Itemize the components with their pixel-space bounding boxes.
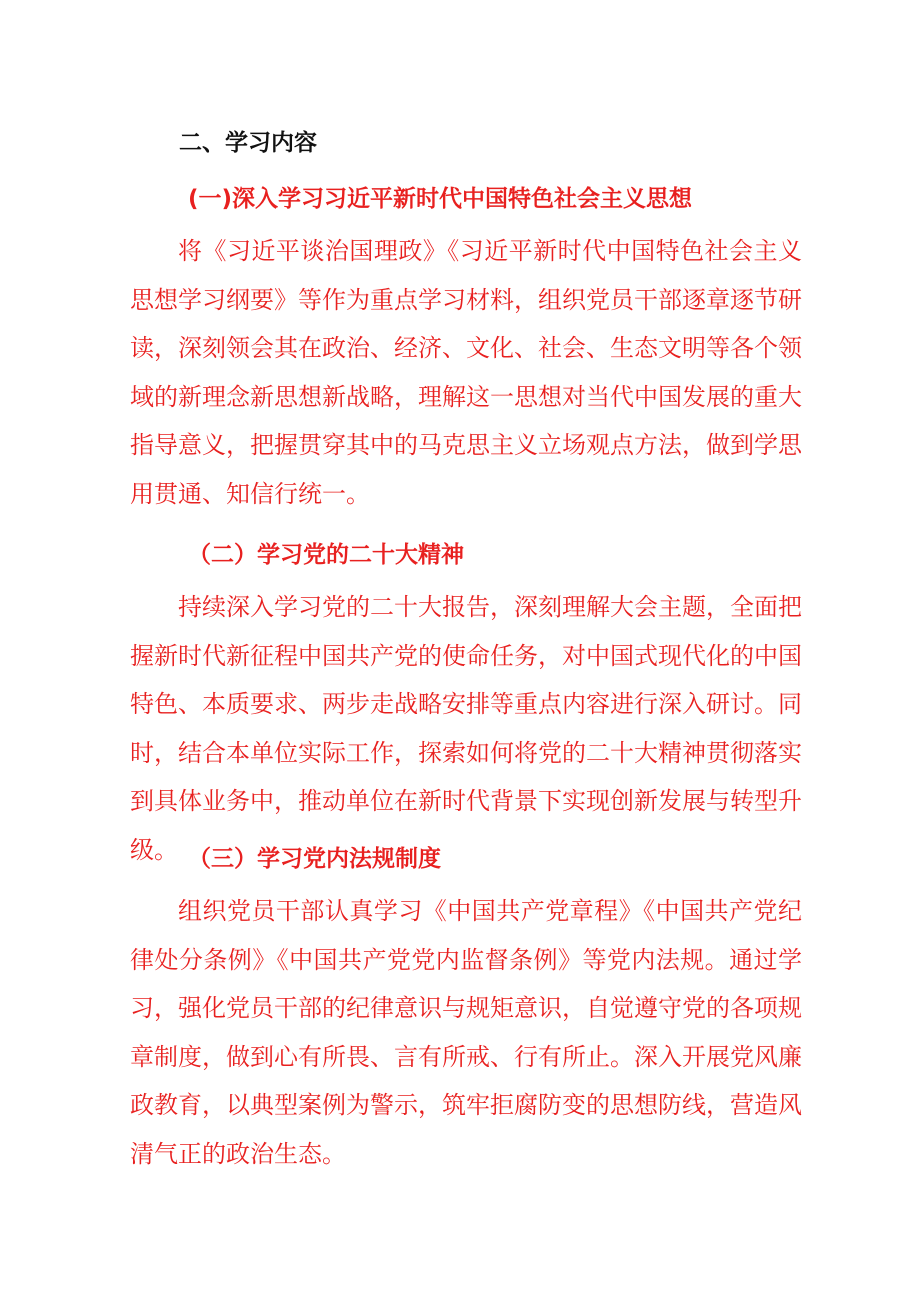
subsection-heading-2: （二）学习党的二十大精神 xyxy=(188,542,464,568)
subsection-body-1: 将《习近平谈治国理政》《习近平新时代中国特色社会主义思想学习纲要》等作为重点学习材料，组织党员干部逐章逐节研读，深刻领会其在政治、经济、文化、社会、生态文明等各个领域的新理念新思想新战略，理解这一思想对当代中国发展的重大指导意义，把握贯穿其中的马克思主义立场观点方法，做到学思用贯通、知信行统一。 xyxy=(130,237,802,508)
subsection-body-3: 组织党员干部认真学习《中国共产党章程》《中国共产党纪律处分条例》《中国共产党党内监督条例》等党内法规。通过学习，强化党员干部的纪律意识与规矩意识，自觉遵守党的各项规章制度，做到心有所畏、言有所戒、行有所止。深入开展党风廉政教育，以典型案例为警示，筑牢拒腐防变的思想防线，营造风清气正的政治生态。 xyxy=(130,897,802,1168)
section-title: 二、学习内容 xyxy=(179,130,317,156)
subsection-body-2: 持续深入学习党的二十大报告，深刻理解大会主题，全面把握新时代新征程中国共产党的使命任务，对中国式现代化的中国特色、本质要求、两步走战略安排等重点内容进行深入研讨。同时，结合本单位实际工作，探索如何将党的二十大精神贯彻落实到具体业务中，推动单位在新时代背景下实现创新发展与转型升级。 xyxy=(130,593,802,864)
subsection-heading-1: (一)深入学习习近平新时代中国特色社会主义思想 xyxy=(188,186,693,212)
subsection-heading-3: （三）学习党内法规制度 xyxy=(188,846,441,872)
